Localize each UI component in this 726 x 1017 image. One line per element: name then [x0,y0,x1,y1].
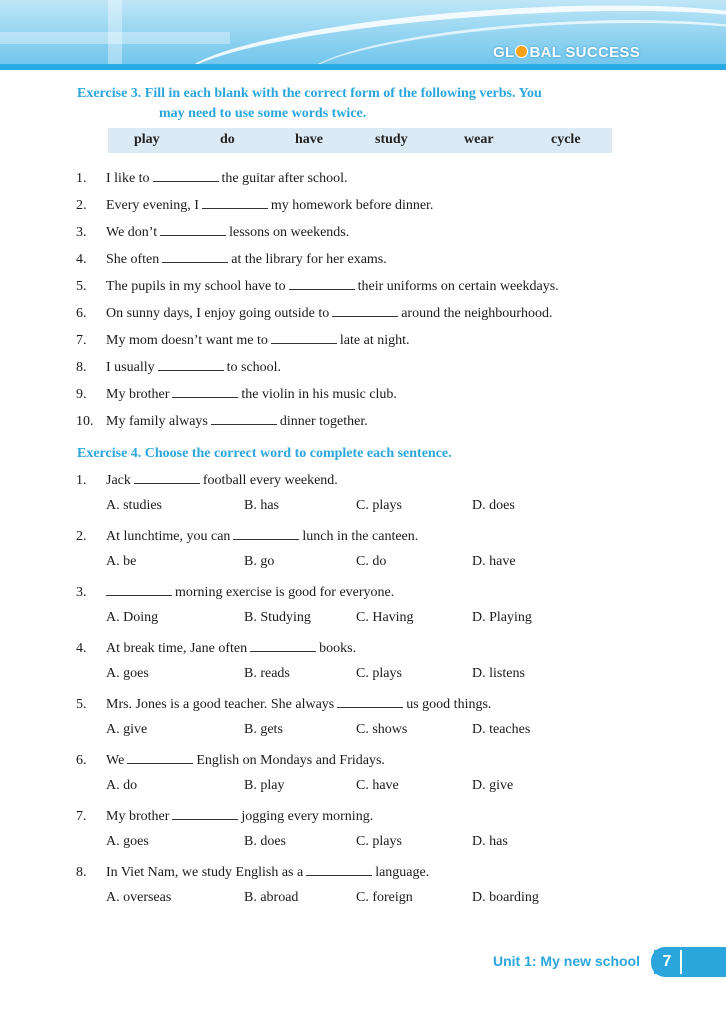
answer-blank[interactable] [211,412,277,425]
answer-blank[interactable] [172,385,238,398]
verb-box [108,128,612,153]
answer-option[interactable]: D. does [472,498,515,513]
answer-option[interactable]: C. do [356,554,387,569]
sentence [76,358,281,377]
header-decoration [0,32,230,44]
sentence-end: us good things. [406,697,492,712]
sentence [76,250,387,269]
answer-option[interactable]: B. has [244,498,279,513]
sentence [76,863,429,882]
item-number: 3. [76,225,87,240]
answer-blank[interactable] [127,751,193,764]
sentence-end: books. [319,641,357,656]
sentence-start: My family always [106,414,208,429]
sentence-end: dinner together. [279,414,368,429]
page-number: 7 [654,950,682,974]
item-number: 4. [76,252,87,267]
verb: wear [464,132,494,147]
answer-option[interactable]: A. Doing [106,610,159,625]
answer-option[interactable]: A. do [106,778,138,793]
answer-option[interactable]: B. does [244,834,286,849]
answer-blank[interactable] [250,639,316,652]
sentence [76,169,348,188]
sentence-start: At break time, Jane often [106,641,248,656]
header-strip [0,64,726,70]
verb: cycle [551,132,581,147]
answer-option[interactable]: A. goes [106,834,149,849]
answer-option[interactable]: D. listens [472,666,525,681]
item-number: 9. [76,387,87,402]
answer-option[interactable]: A. overseas [106,890,172,905]
answer-option[interactable]: C. plays [356,834,402,849]
answer-option[interactable]: D. give [472,778,514,793]
answer-blank[interactable] [332,304,398,317]
answer-option[interactable]: B. go [244,554,275,569]
sentence-start: At lunchtime, you can [106,529,231,544]
sentence-start: I like to [106,171,150,186]
sentence-end: language. [375,865,430,880]
item-number: 2. [76,529,87,544]
sentence [76,196,433,215]
sentence-start: We don’t [106,225,158,240]
sentence-start: Mrs. Jones is a good teacher. She always [106,697,335,712]
item-number: 10. [76,414,94,429]
sentence [76,583,394,602]
sentence-start: She often [106,252,160,267]
answer-option[interactable]: B. reads [244,666,290,681]
sentence [76,807,373,826]
sentence-start: Jack [106,473,131,488]
verb: study [375,132,408,147]
sentence-end: late at night. [339,333,410,348]
sentence-end: lessons on weekends. [229,225,350,240]
sentence [76,695,491,714]
answer-option[interactable]: D. boarding [472,890,539,905]
answer-option[interactable]: C. Having [356,610,414,625]
sentence [76,471,338,490]
sentence [76,223,349,242]
answer-blank[interactable] [106,583,172,596]
answer-option[interactable]: D. have [472,554,516,569]
unit-title: Unit 1: My new school [492,953,640,969]
answer-option[interactable]: A. give [106,722,148,737]
answer-option[interactable]: B. gets [244,722,283,737]
answer-blank[interactable] [233,527,299,540]
answer-option[interactable]: C. plays [356,666,402,681]
sentence-end: at the library for her exams. [231,252,387,267]
sentence-end: football every weekend. [202,473,338,488]
verb: have [295,132,323,147]
answer-blank[interactable] [271,331,337,344]
sentence [76,277,559,296]
sentence-start: My mom doesn’t want me to [106,333,268,348]
item-number: 7. [76,333,87,348]
answer-blank[interactable] [134,471,200,484]
sentence-end: jogging every morning. [241,809,374,824]
item-number: 8. [76,360,87,375]
answer-option[interactable]: C. foreign [356,890,413,905]
sentence-end: the guitar after school. [221,171,348,186]
answer-blank[interactable] [162,250,228,263]
answer-option[interactable]: A. be [106,554,137,569]
answer-option[interactable]: D. teaches [472,722,531,737]
item-number: 3. [76,585,87,600]
answer-option[interactable]: A. goes [106,666,149,681]
sentence [76,331,410,350]
sentence [76,639,356,658]
answer-option[interactable]: B. abroad [244,890,299,905]
sentence [76,751,385,770]
answer-blank[interactable] [289,277,355,290]
answer-option[interactable]: D. has [472,834,508,849]
sentence-start: My brother [106,809,170,824]
item-number: 6. [76,306,87,321]
exercise-3-title: Exercise 3. Fill in each blank with the correct form of the following verbs. You may need to use some words twice. [77,86,542,121]
verb: play [134,132,160,147]
item-number: 8. [76,865,87,880]
item-number: 4. [76,641,87,656]
sentence-start: My brother [106,387,170,402]
answer-blank[interactable] [160,223,226,236]
answer-blank[interactable] [158,358,224,371]
answer-blank[interactable] [172,807,238,820]
sentence-end: to school. [226,360,282,375]
answer-option[interactable]: A. studies [106,498,162,513]
item-number: 5. [76,697,87,712]
sentence [76,304,552,323]
answer-blank[interactable] [337,695,403,708]
item-number: 1. [76,473,87,488]
answer-option[interactable]: C. plays [356,498,402,513]
sentence-end: their uniforms on certain weekdays. [357,279,559,294]
item-number: 6. [76,753,87,768]
sentence-end: around the neighbourhood. [401,306,553,321]
sentence-end: lunch in the canteen. [302,529,419,544]
item-number: 2. [76,198,87,213]
item-number: 1. [76,171,87,186]
answer-option[interactable]: B. Studying [244,610,311,625]
sentence [76,385,397,404]
answer-blank[interactable] [153,169,219,182]
sentence-start: I usually [106,360,155,375]
answer-option[interactable]: C. shows [356,722,408,737]
sentence-end: my homework before dinner. [270,198,434,213]
sentence-start: We [106,753,125,768]
exercise-4-title: Exercise 4. Choose the correct word to complete each sentence. [77,446,452,461]
answer-option[interactable]: B. play [244,778,285,793]
answer-blank[interactable] [306,863,372,876]
sentence-end: morning exercise is good for everyone. [175,585,395,600]
brand-logo: GL BAL SUCCESS [493,44,640,61]
verb: do [220,132,235,147]
item-number: 7. [76,809,87,824]
sentence-start: In Viet Nam, we study English as a [106,865,304,880]
sentence-start: Every evening, I [106,198,199,213]
sentence-end: English on Mondays and Fridays. [196,753,385,768]
sentence-start: On sunny days, I enjoy going outside to [106,306,330,321]
answer-option[interactable]: D. Playing [472,610,532,625]
sentence-end: the violin in his music club. [241,387,397,402]
sentence [76,527,418,546]
sentence-start: The pupils in my school have to [106,279,286,294]
sentence [76,412,368,431]
item-number: 5. [76,279,87,294]
globe-icon [515,45,528,58]
answer-blank[interactable] [202,196,268,209]
answer-option[interactable]: C. have [356,778,399,793]
